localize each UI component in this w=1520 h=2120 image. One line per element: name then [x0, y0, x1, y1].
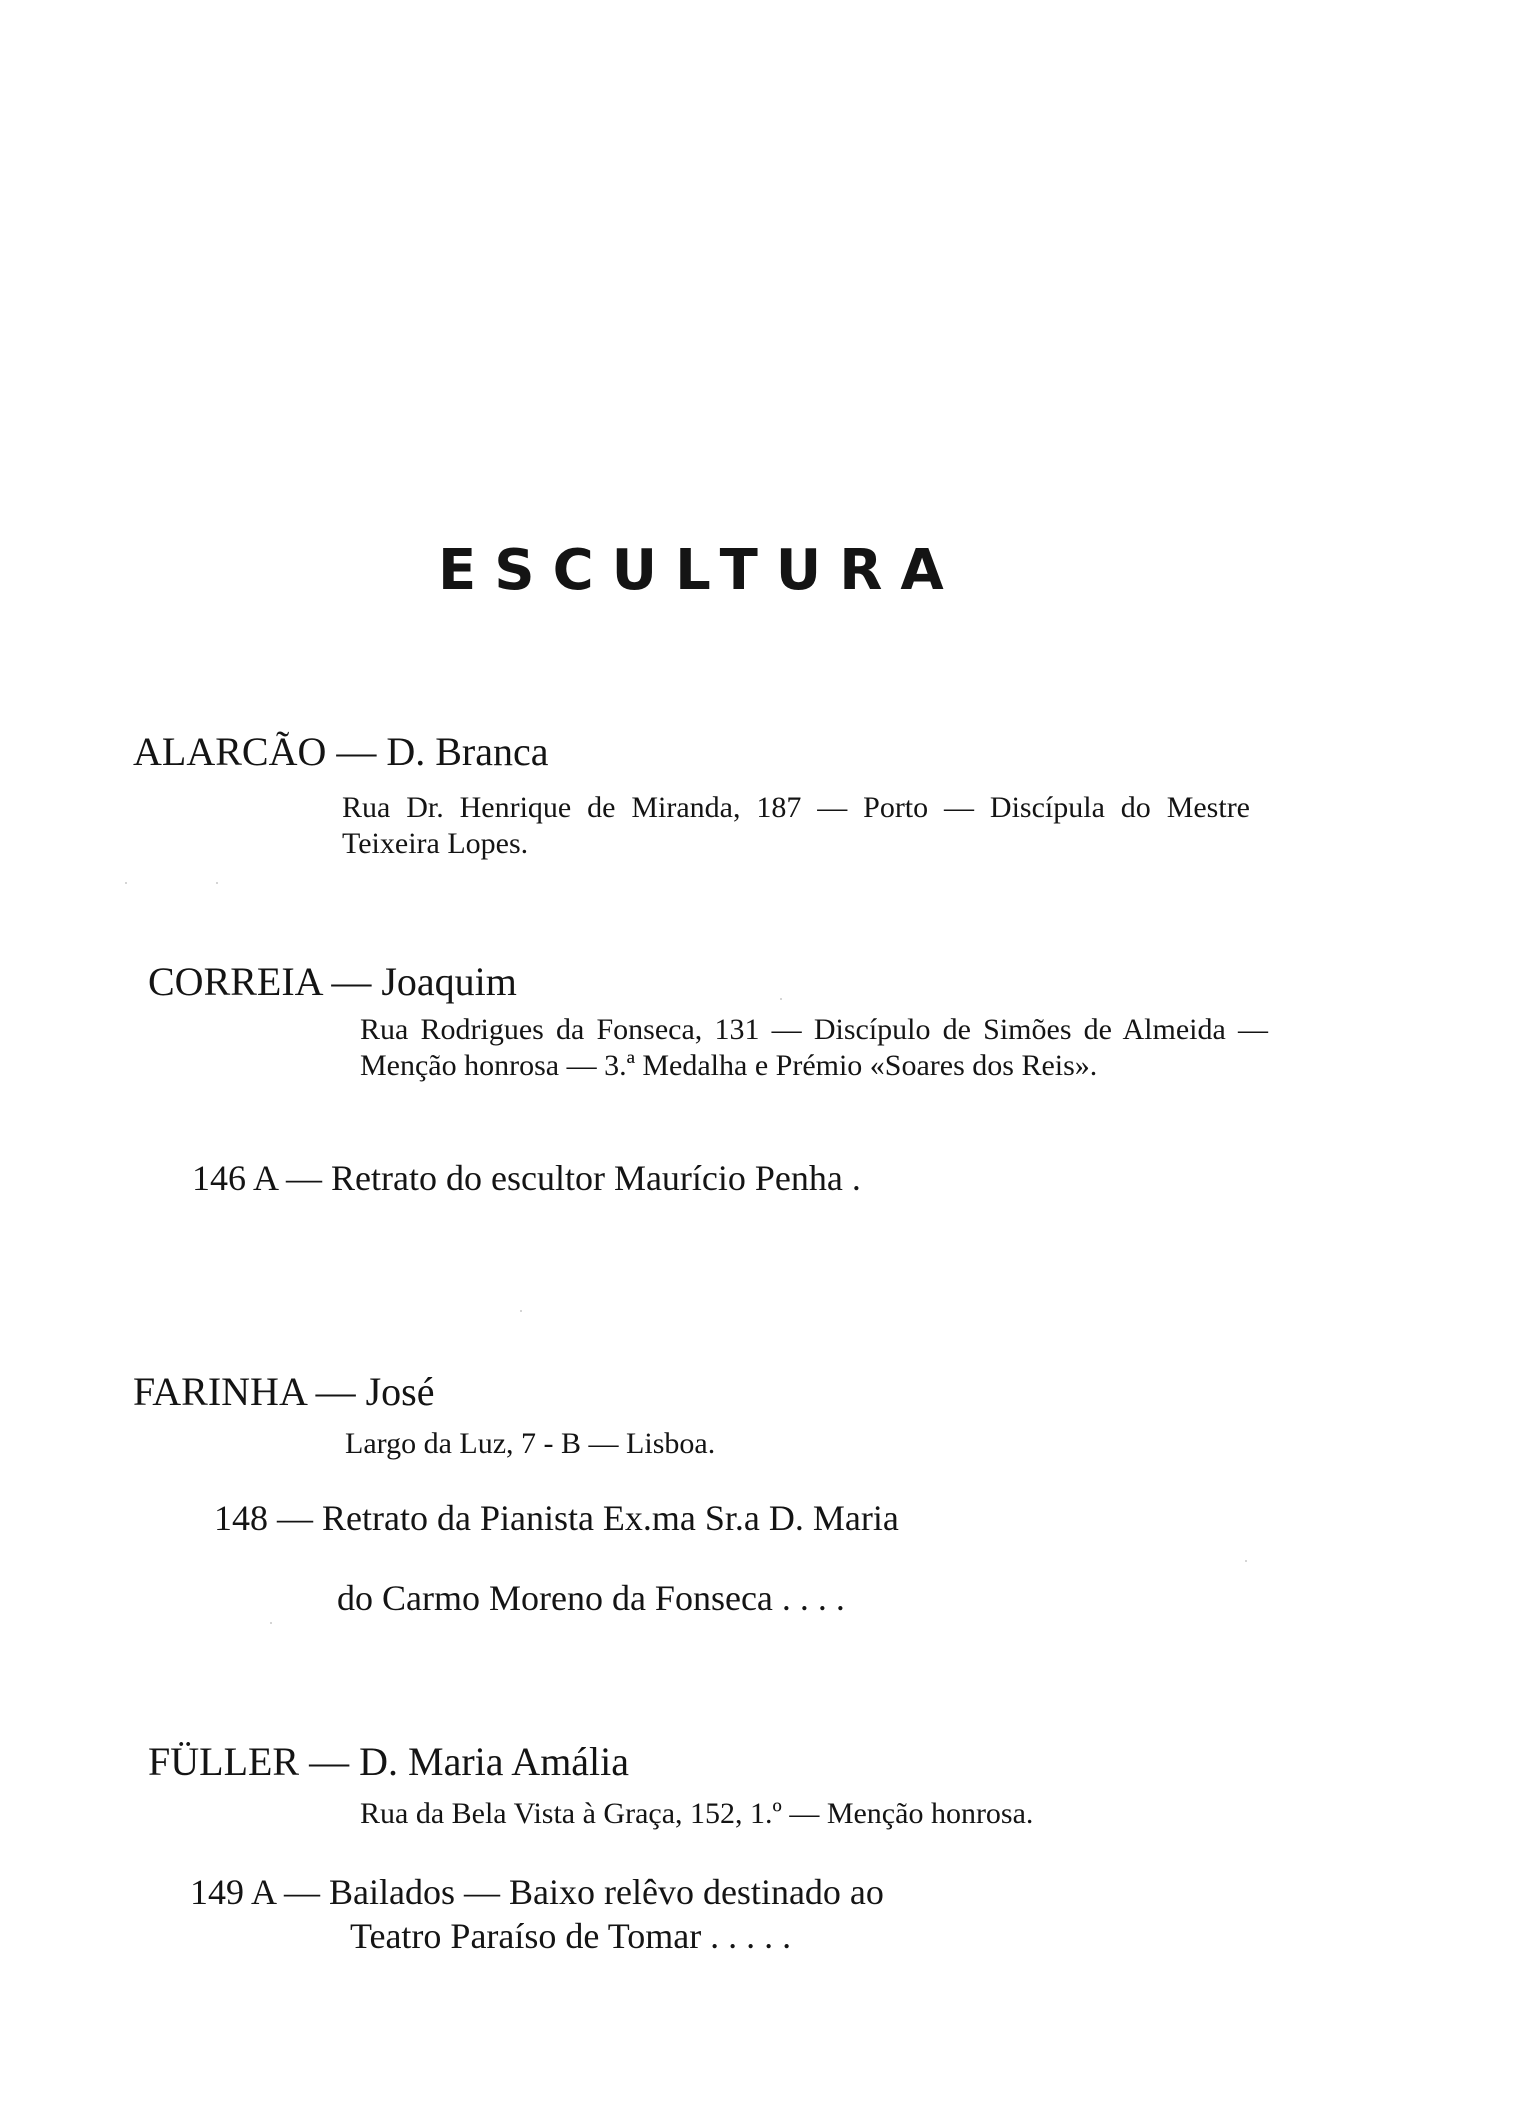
print-speck: [520, 1310, 522, 1312]
section-title: ESCULTURA: [438, 538, 962, 603]
print-speck: [270, 1622, 272, 1624]
work-entry-148: 148 — Retrato da Pianista Ex.ma Sr.a D. Maria: [214, 1498, 899, 1538]
artist-address-alarcao: Rua Dr. Henrique de Miranda, 187 — Porto — Discípula do Mestre Teixeira Lopes.: [342, 791, 1250, 860]
artist-address-correia: Rua Rodrigues da Fonseca, 131 — Discípulo de Simões de Almeida — Menção honrosa — 3.ª Medalha e Prémio «Soares dos Reis».: [360, 1013, 1268, 1082]
artist-address-fuller: Rua da Bela Vista à Graça, 152, 1.º — Menção honrosa.: [360, 1797, 1034, 1830]
print-speck: [125, 882, 127, 884]
artist-name-fuller: FÜLLER — D. Maria Amália: [148, 1739, 630, 1784]
work-entry-149a-continuation: Teatro Paraíso de Tomar . . . . .: [350, 1916, 792, 1956]
print-speck: [1245, 1560, 1247, 1562]
artist-name-alarcao: ALARCÃO — D. Branca: [133, 729, 549, 774]
print-speck: [216, 882, 218, 884]
print-speck: [780, 998, 782, 1000]
artist-address-farinha: Largo da Luz, 7 - B — Lisboa.: [345, 1427, 716, 1460]
work-entry-148-continuation: do Carmo Moreno da Fonseca . . . .: [337, 1578, 845, 1618]
artist-name-correia: CORREIA — Joaquim: [148, 959, 517, 1004]
artist-name-farinha: FARINHA — José: [133, 1369, 435, 1414]
work-entry-146a: 146 A — Retrato do escultor Maurício Penha .: [192, 1158, 861, 1198]
work-entry-149a: 149 A — Bailados — Baixo relêvo destinado ao: [190, 1872, 884, 1912]
